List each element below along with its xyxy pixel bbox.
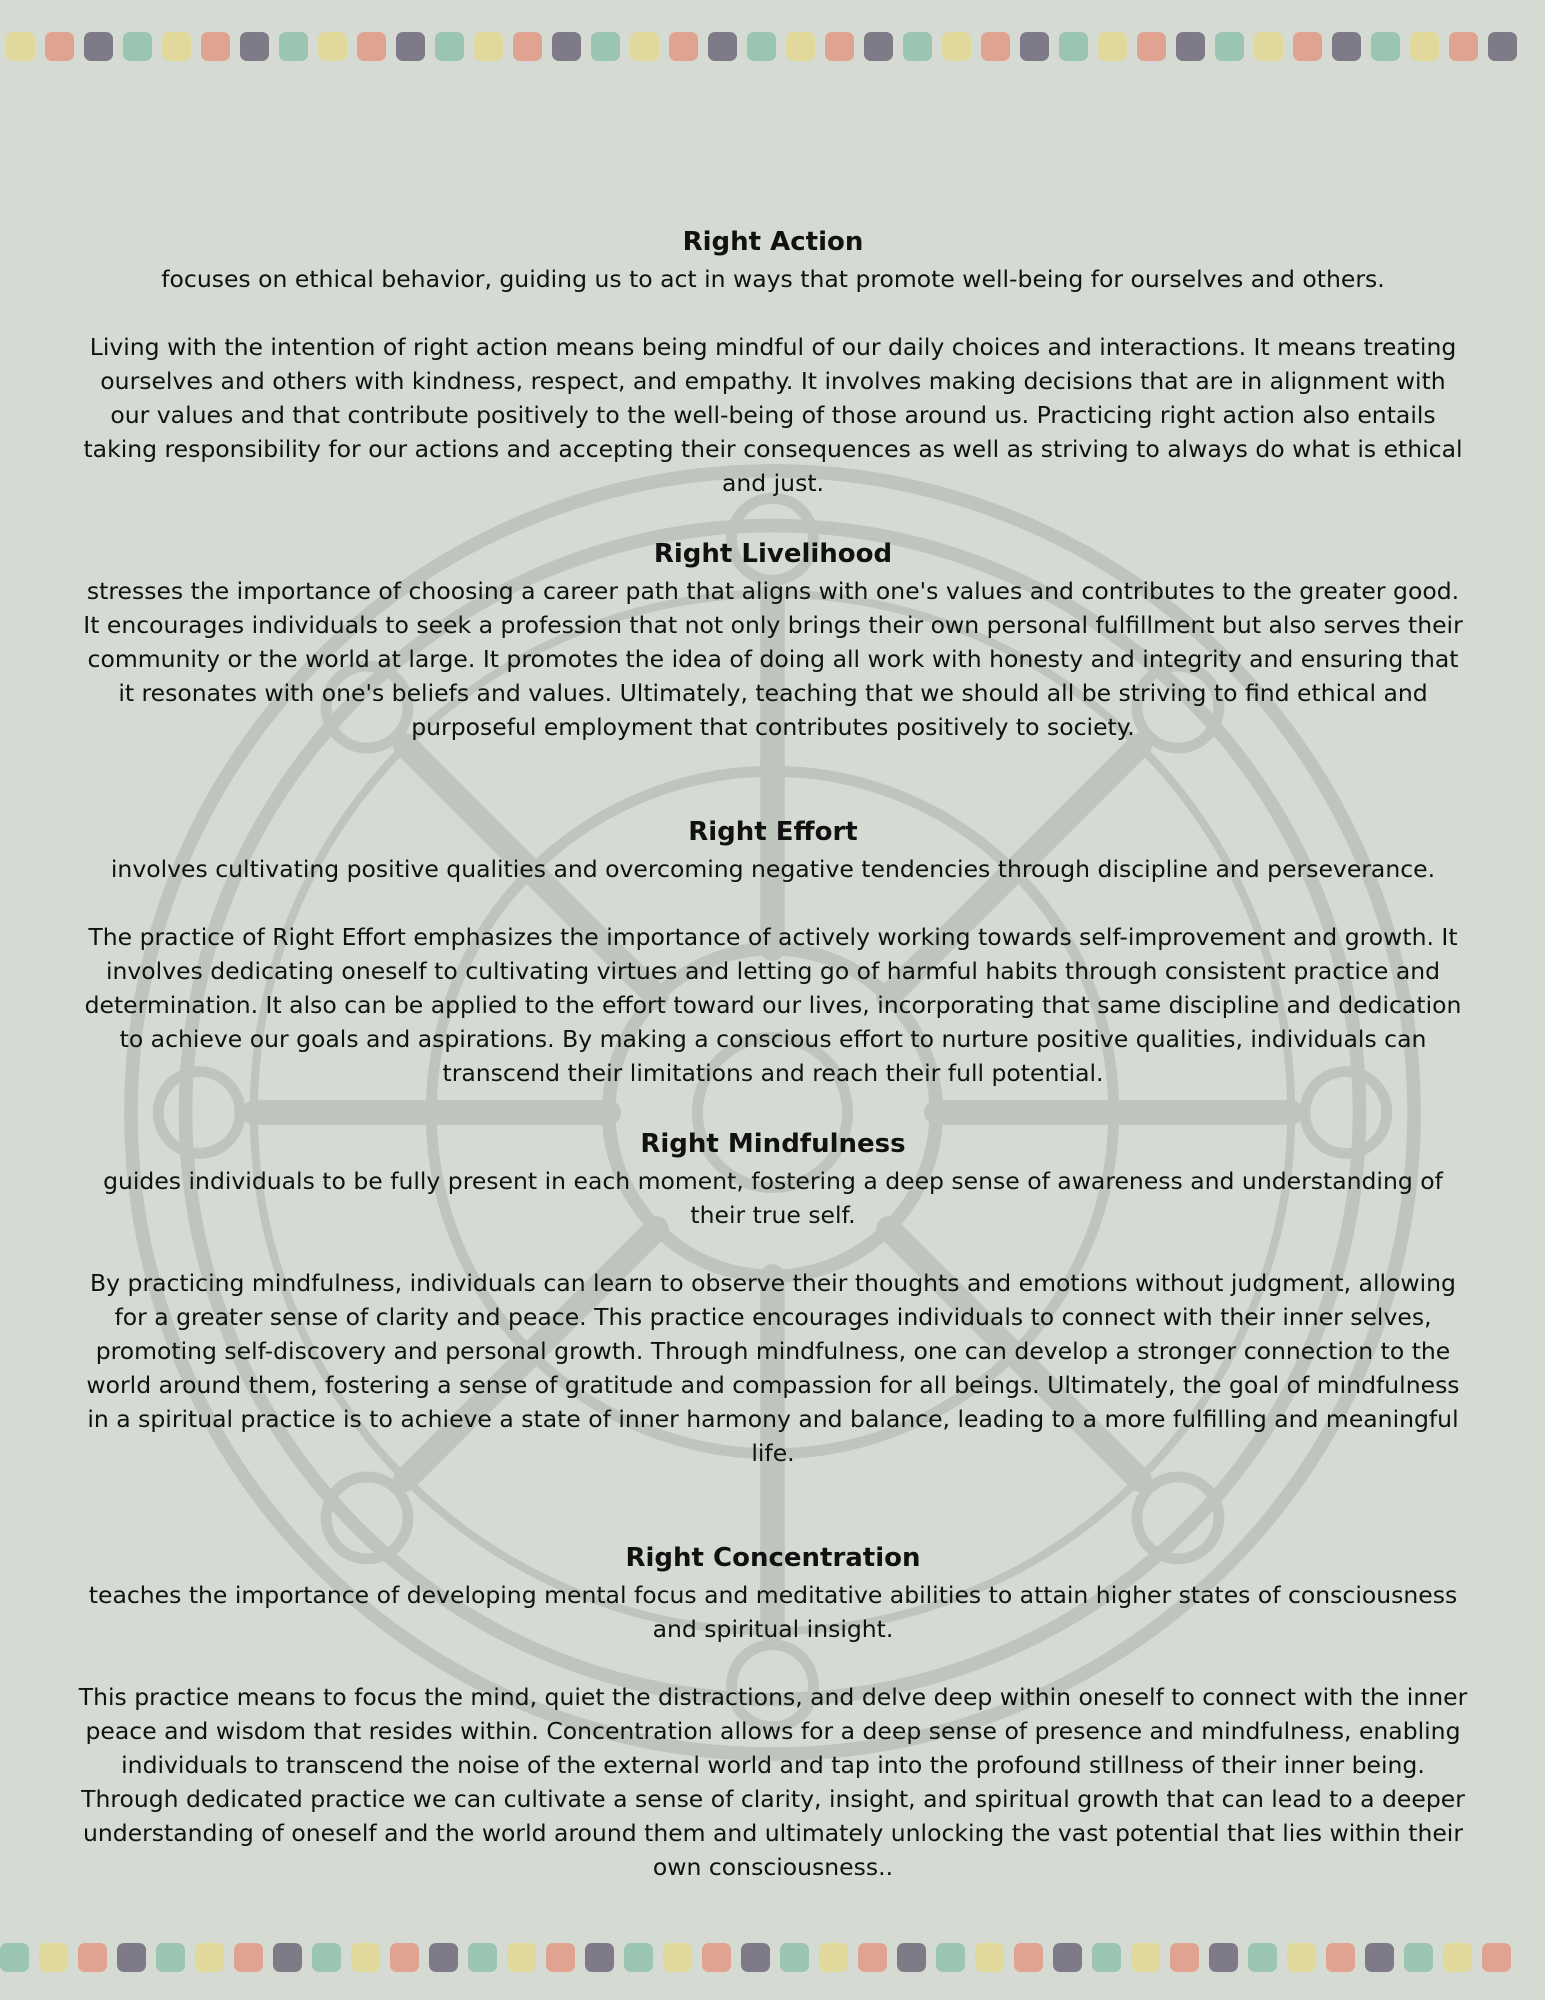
border-tile-icon [1053,1943,1082,1972]
border-tile-icon [1131,1943,1160,1972]
border-tile-icon [552,32,581,61]
border-tile-icon [897,1943,926,1972]
border-tile-icon [123,32,152,61]
border-tile-icon [1404,1943,1433,1972]
border-tile-icon [39,1943,68,1972]
border-tile-icon [786,32,815,61]
border-tile-icon [936,1943,965,1972]
border-tile-icon [390,1943,419,1972]
border-tile-icon [1449,32,1478,61]
border-tile-icon [435,32,464,61]
border-tile-icon [468,1943,497,1972]
border-tile-icon [1332,32,1361,61]
border-tile-icon [474,32,503,61]
border-tile-icon [234,1943,263,1972]
border-tile-icon [780,1943,809,1972]
border-tile-icon [279,32,308,61]
border-tile-icon [819,1943,848,1972]
border-tile-icon [273,1943,302,1972]
border-tile-icon [1482,1943,1511,1972]
section-title: Right Livelihood [653,539,893,569]
border-tile-icon [240,32,269,61]
border-tile-icon [624,1943,653,1972]
border-tile-icon [1410,32,1439,61]
bottom-tile-border [0,1943,1545,1975]
border-tile-icon [429,1943,458,1972]
border-tile-icon [507,1943,536,1972]
border-tile-icon [1170,1943,1199,1972]
border-tile-icon [162,32,191,61]
border-tile-icon [903,32,932,61]
border-tile-icon [1176,32,1205,61]
border-tile-icon [591,32,620,61]
section-title: Right Mindfulness [640,1129,906,1159]
border-tile-icon [1488,32,1517,61]
border-tile-icon [1059,32,1088,61]
border-tile-icon [201,32,230,61]
section-right-effort [78,812,1468,1090]
border-tile-icon [708,32,737,61]
border-tile-icon [1137,32,1166,61]
section-right-livelihood [78,534,1468,744]
border-tile-icon [669,32,698,61]
border-tile-icon [513,32,542,61]
border-tile-icon [1365,1943,1394,1972]
border-tile-icon [156,1943,185,1972]
border-tile-icon [1287,1943,1316,1972]
eightfold-path-content [78,222,1468,1884]
border-tile-icon [195,1943,224,1972]
border-tile-icon [1248,1943,1277,1972]
border-tile-icon [702,1943,731,1972]
section-right-concentration [78,1538,1468,1884]
section-title: Right Effort [688,817,858,847]
border-tile-icon [396,32,425,61]
section-body: This practice means to focus the mind, quiet the distractions, and delve deep within oneself to connect with the inner peace and wisdom that resides within. Concentration allows for a deep sense of presence and mindfulness, enabling individuals to transcend the noise of the external world and tap into the profound stillness of their inner being. Through dedicated practice we can cultivate a sense of clarity, insight, and spiritual growth that can lead to a deeper understanding of oneself and the world around them and ultimately unlocking the vast potential that lies within their own consciousness.. [78,1683,1468,1881]
border-tile-icon [312,1943,341,1972]
border-tile-icon [981,32,1010,61]
border-tile-icon [84,32,113,61]
section-body: It encourages individuals to seek a profession that not only brings their own personal fulfillment but also serves their community or the world at large. It promotes the idea of doing all work with honesty and integrity and ensuring that it resonates with one's beliefs and values. Ultimately, teaching that we should all be striving to find ethical and purposeful employment that contributes positively to society. [83,611,1463,741]
border-tile-icon [858,1943,887,1972]
border-tile-icon [1254,32,1283,61]
border-tile-icon [864,32,893,61]
border-tile-icon [1443,1943,1472,1972]
border-tile-icon [1209,1943,1238,1972]
border-tile-icon [318,32,347,61]
section-body: Living with the intention of right action means being mindful of our daily choices and interactions. It means treating ourselves and others with kindness, respect, and empathy. It involves making decisions that are in alignment with our values and that contribute positively to the well-being of those around us. Practicing right action also entails taking responsibility for our actions and accepting their consequences as well as striving to always do what is ethical and just. [83,333,1463,497]
section-body: The practice of Right Effort emphasizes the importance of actively working towards self-improvement and growth. It involves dedicating oneself to cultivating virtues and letting go of harmful habits through consistent practice and determination. It also can be applied to the effort toward our lives, incorporating that same discipline and dedication to achieve our goals and aspirations. By making a conscious effort to nurture positive qualities, individuals can transcend their limitations and reach their full potential. [84,923,1462,1087]
border-tile-icon [825,32,854,61]
border-tile-icon [357,32,386,61]
border-tile-icon [1293,32,1322,61]
border-tile-icon [975,1943,1004,1972]
section-lead: focuses on ethical behavior, guiding us to act in ways that promote well-being for ourselves and others. [161,265,1385,293]
border-tile-icon [942,32,971,61]
border-tile-icon [6,32,35,61]
section-right-mindfulness [78,1124,1468,1470]
border-tile-icon [1326,1943,1355,1972]
section-lead: guides individuals to be fully present in each moment, fostering a deep sense of awareness and understanding of their true self. [103,1167,1443,1229]
border-tile-icon [1092,1943,1121,1972]
border-tile-icon [747,32,776,61]
top-tile-border [0,32,1545,64]
section-right-action [78,222,1468,500]
section-title: Right Action [682,227,864,257]
border-tile-icon [1371,32,1400,61]
border-tile-icon [546,1943,575,1972]
section-body: By practicing mindfulness, individuals can learn to observe their thoughts and emotions without judgment, allowing for a greater sense of clarity and peace. This practice encourages individuals to connect with their inner selves, promoting self-discovery and personal growth. Through mindfulness, one can develop a stronger connection to the world around them, fostering a sense of gratitude and compassion for all beings. Ultimately, the goal of mindfulness in a spiritual practice is to achieve a state of inner harmony and balance, leading to a more fulfilling and meaningful life. [86,1269,1460,1467]
border-tile-icon [1014,1943,1043,1972]
border-tile-icon [0,1943,29,1972]
border-tile-icon [585,1943,614,1972]
border-tile-icon [45,32,74,61]
border-tile-icon [117,1943,146,1972]
border-tile-icon [663,1943,692,1972]
border-tile-icon [1215,32,1244,61]
border-tile-icon [351,1943,380,1972]
border-tile-icon [1098,32,1127,61]
border-tile-icon [1020,32,1049,61]
border-tile-icon [741,1943,770,1972]
section-lead: involves cultivating positive qualities and overcoming negative tendencies through discipline and perseverance. [110,855,1436,883]
border-tile-icon [78,1943,107,1972]
section-lead: teaches the importance of developing mental focus and meditative abilities to attain higher states of consciousness and spiritual insight. [88,1581,1458,1643]
section-lead: stresses the importance of choosing a career path that aligns with one's values and contributes to the greater good. [86,577,1460,605]
border-tile-icon [630,32,659,61]
section-title: Right Concentration [625,1543,921,1573]
